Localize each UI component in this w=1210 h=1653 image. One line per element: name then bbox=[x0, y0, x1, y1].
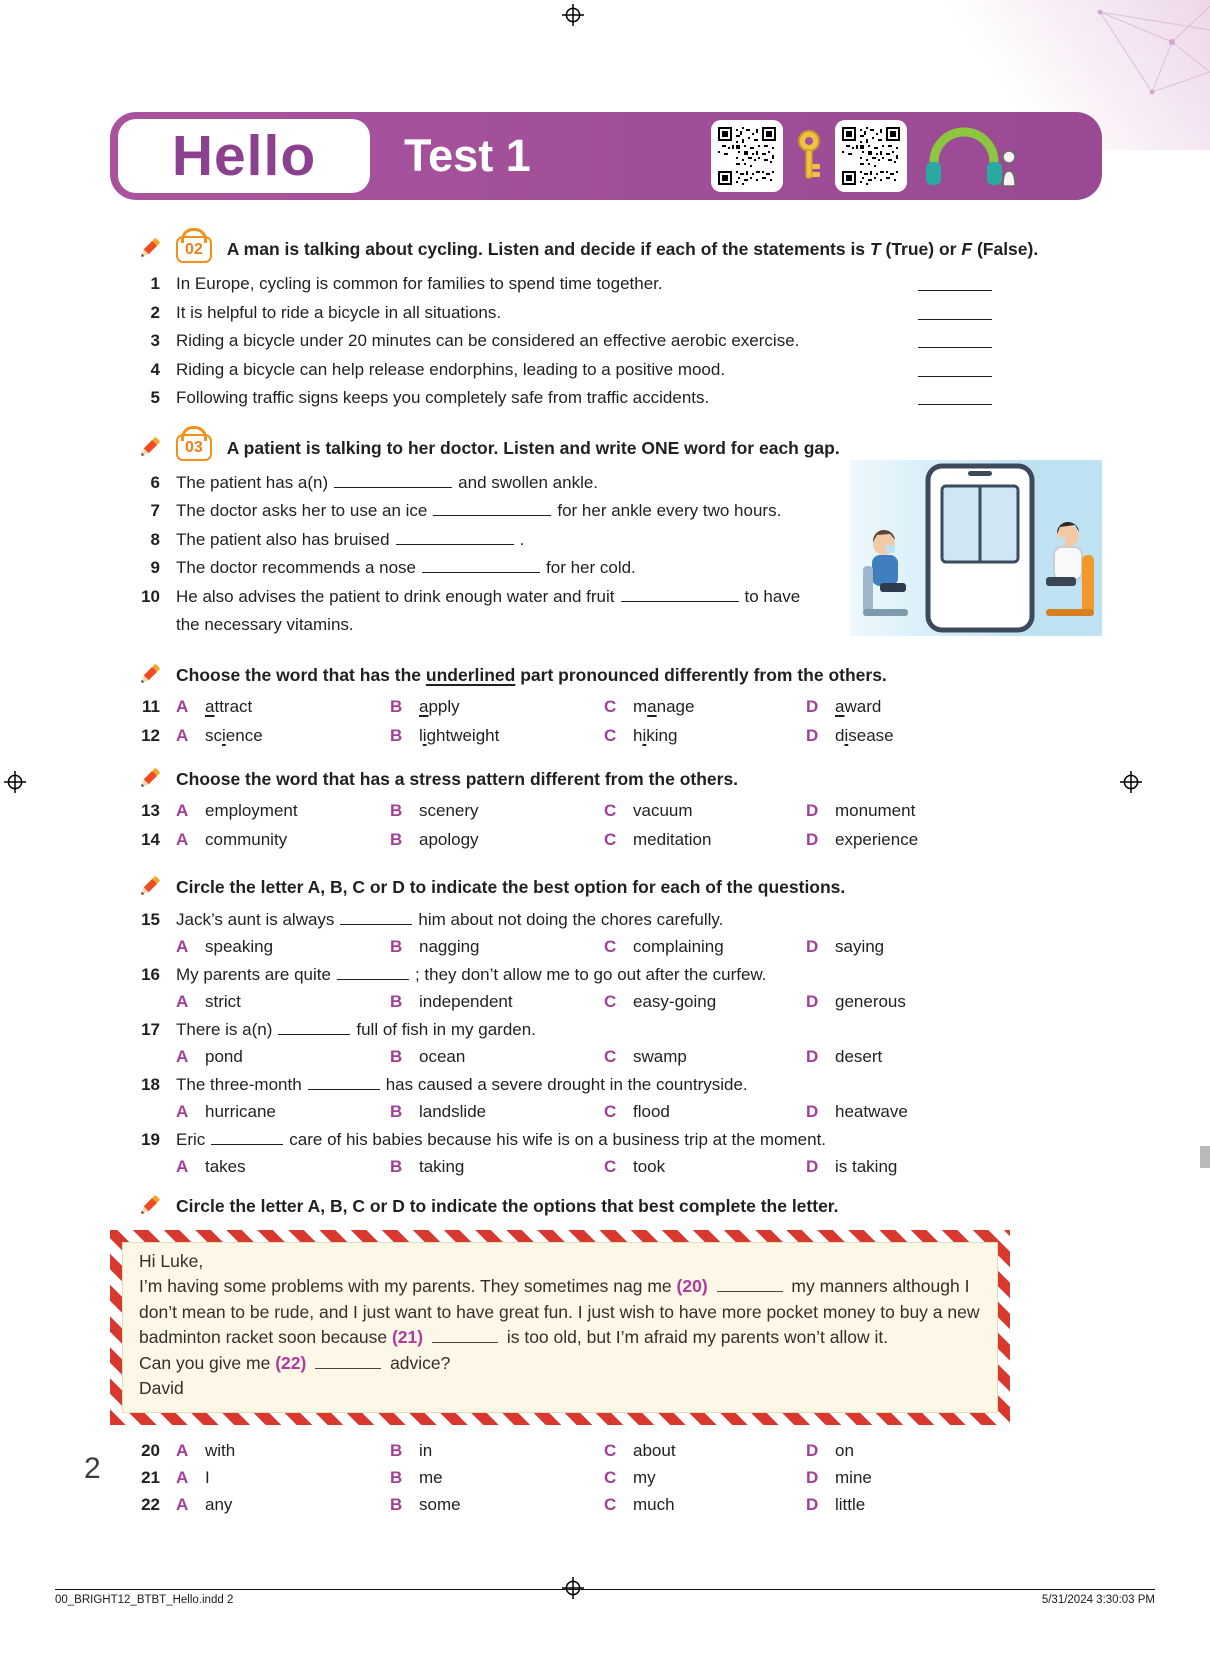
question-text: Riding a bicycle under 20 minutes can be considered an effective aerobic exercise. bbox=[176, 331, 800, 350]
section-2-heading bbox=[110, 433, 1102, 463]
audio-track-badge: 02 bbox=[176, 236, 212, 263]
question-row bbox=[110, 1071, 1102, 1099]
unit-title: Hello bbox=[171, 124, 317, 188]
question-number: 9 bbox=[150, 558, 160, 577]
option-b[interactable]: B independent bbox=[390, 992, 513, 1011]
option-c[interactable]: C easy-going bbox=[604, 992, 717, 1011]
options-row bbox=[110, 1437, 1102, 1464]
section-pronunciation bbox=[110, 660, 1102, 750]
options bbox=[176, 1098, 1102, 1126]
options-row bbox=[110, 796, 1102, 825]
option-c[interactable]: C manage bbox=[604, 696, 695, 716]
option-d[interactable]: D experience bbox=[806, 829, 919, 849]
registration-mark-left bbox=[4, 771, 26, 793]
gap-blank[interactable] bbox=[396, 532, 514, 545]
question-text: The three-month has caused a severe drought in the countryside. bbox=[176, 1074, 748, 1094]
answer-blank[interactable] bbox=[211, 1132, 283, 1145]
option-a[interactable]: A hurricane bbox=[176, 1102, 276, 1121]
gap-row-continuation bbox=[110, 611, 850, 640]
options-row bbox=[110, 1464, 1102, 1491]
option-d[interactable]: D desert bbox=[806, 1047, 883, 1066]
tf-row bbox=[110, 384, 992, 413]
question-text: Riding a bicycle can help release endorphins, leading to a positive mood. bbox=[176, 359, 726, 379]
question-text: He also advises the patient to drink enough water and fruit to have bbox=[176, 586, 801, 606]
options-row bbox=[110, 825, 1102, 854]
question-text: Jack’s aunt is always him about not doing the chores carefully. bbox=[176, 909, 724, 929]
gap-21-blank[interactable] bbox=[432, 1331, 498, 1343]
option-a[interactable]: A strict bbox=[176, 992, 241, 1011]
option-a[interactable]: A attract bbox=[176, 696, 253, 716]
gap-row bbox=[110, 469, 850, 498]
section-instruction: A patient is talking to her doctor. Listen and write ONE word for each gap. bbox=[226, 437, 840, 458]
section-best-option bbox=[110, 872, 1102, 1181]
registration-mark-right bbox=[1120, 771, 1142, 793]
letter-greeting: Hi Luke, bbox=[139, 1250, 204, 1271]
option-a[interactable]: A science bbox=[176, 725, 263, 745]
answer-blank[interactable] bbox=[918, 334, 992, 348]
worksheet-page bbox=[110, 112, 1102, 1518]
options-row bbox=[110, 692, 1102, 721]
section-instruction: Circle the letter A, B, C or D to indicate the options that best complete the letter. bbox=[176, 1195, 839, 1216]
question-number: 5 bbox=[150, 388, 160, 407]
answer-blank[interactable] bbox=[918, 363, 992, 377]
headphones-icon bbox=[920, 124, 1016, 188]
pronunciation-items bbox=[110, 692, 1102, 750]
key-icon bbox=[796, 129, 822, 183]
gap-21-label: (21) bbox=[391, 1327, 424, 1347]
option-b[interactable]: B nagging bbox=[390, 937, 480, 956]
question-text: Eric care of his babies because his wife is on a business trip at the moment. bbox=[176, 1129, 827, 1149]
option-b[interactable]: B scenery bbox=[390, 800, 479, 820]
answer-blank[interactable] bbox=[340, 912, 412, 925]
options-row bbox=[110, 721, 1102, 750]
letter-option-items bbox=[110, 1437, 1102, 1518]
option-b[interactable]: B taking bbox=[390, 1157, 465, 1176]
question-number: 8 bbox=[150, 529, 160, 549]
question-number: 16 bbox=[141, 964, 160, 984]
options-row bbox=[110, 988, 1102, 1016]
option-c[interactable]: C meditation bbox=[604, 829, 712, 849]
question-number: 10 bbox=[141, 586, 160, 606]
options-row bbox=[110, 1153, 1102, 1181]
gap-20-label: (20) bbox=[676, 1276, 708, 1296]
option-c[interactable]: C complaining bbox=[604, 937, 724, 956]
question-text: There is a(n) full of fish in my garden. bbox=[176, 1019, 536, 1039]
answer-blank[interactable] bbox=[918, 277, 992, 291]
audio-track-badge: 03 bbox=[176, 434, 212, 461]
answer-blank[interactable] bbox=[337, 967, 409, 980]
option-d[interactable]: D mine bbox=[806, 1467, 872, 1487]
option-b[interactable]: B me bbox=[390, 1467, 443, 1487]
question-number: 7 bbox=[150, 501, 160, 520]
tf-row bbox=[110, 327, 992, 356]
gap-blank[interactable] bbox=[621, 589, 739, 602]
gap-fill-items bbox=[110, 469, 1102, 640]
options bbox=[176, 796, 1102, 825]
section-listening-true-false bbox=[110, 234, 1102, 413]
question-text: In Europe, cycling is common for families to spend time together. bbox=[176, 274, 663, 293]
option-a[interactable]: A I bbox=[176, 1467, 210, 1487]
gap-blank[interactable] bbox=[422, 560, 540, 573]
option-d[interactable]: D little bbox=[806, 1494, 866, 1514]
answer-blank[interactable] bbox=[918, 306, 992, 320]
option-a[interactable]: A any bbox=[176, 1494, 233, 1514]
question-number: 17 bbox=[141, 1019, 160, 1039]
qr-code-2 bbox=[835, 120, 907, 192]
options bbox=[176, 721, 1102, 750]
options bbox=[176, 692, 1102, 721]
question-text: The patient has a(n) and swollen ankle. bbox=[176, 472, 599, 492]
option-b[interactable]: B apply bbox=[390, 696, 460, 716]
option-d[interactable]: D monument bbox=[806, 800, 916, 820]
section-4-heading bbox=[110, 764, 1102, 794]
section-stress-pattern bbox=[110, 764, 1102, 854]
pencil-icon bbox=[134, 1191, 164, 1221]
question-text: The patient also has bruised . bbox=[176, 529, 525, 549]
question-text: Following traffic signs keeps you completely safe from traffic accidents. bbox=[176, 388, 710, 407]
options-row bbox=[110, 1043, 1102, 1071]
option-d[interactable]: D generous bbox=[806, 992, 906, 1011]
option-b[interactable]: B in bbox=[390, 1440, 433, 1460]
section-instruction: Circle the letter A, B, C or D to indicate the best option for each of the questions. bbox=[176, 876, 846, 897]
question-number: 4 bbox=[150, 359, 160, 379]
option-a[interactable]: A with bbox=[176, 1440, 236, 1460]
letter-box bbox=[110, 1230, 1010, 1425]
section-listening-gap-fill bbox=[110, 433, 1102, 640]
page-number: 2 bbox=[84, 1452, 101, 1485]
section-5-heading bbox=[110, 872, 1102, 902]
option-b[interactable]: B some bbox=[390, 1494, 461, 1514]
question-number: 6 bbox=[150, 472, 160, 492]
answer-blank[interactable] bbox=[278, 1022, 350, 1035]
option-d[interactable]: D heatwave bbox=[806, 1102, 908, 1121]
pencil-icon bbox=[134, 872, 164, 902]
option-a[interactable]: A pond bbox=[176, 1047, 243, 1066]
options bbox=[176, 1464, 1102, 1491]
question-row bbox=[110, 906, 1102, 934]
gap-22-label: (22) bbox=[275, 1352, 307, 1373]
header-icons bbox=[711, 120, 1016, 192]
option-c[interactable]: C took bbox=[604, 1157, 666, 1176]
doctor-patient-illustration bbox=[850, 460, 1102, 636]
option-d[interactable]: D award bbox=[806, 696, 882, 716]
section-3-heading bbox=[110, 660, 1102, 690]
gap-row bbox=[110, 583, 850, 612]
section-instruction: Choose the word that has the underlined part pronounced differently from the others. bbox=[176, 664, 887, 685]
footer-filename: 00_BRIGHT12_BTBT_Hello.indd 2 bbox=[55, 1594, 234, 1606]
question-number: 15 bbox=[141, 909, 160, 929]
option-a[interactable]: A community bbox=[176, 829, 288, 849]
options-row bbox=[110, 933, 1102, 961]
question-number: 19 bbox=[141, 1129, 160, 1149]
pencil-icon bbox=[134, 660, 164, 690]
options bbox=[176, 825, 1102, 854]
option-d[interactable]: D is taking bbox=[806, 1157, 898, 1176]
options-row bbox=[110, 1491, 1102, 1518]
option-c[interactable]: C hiking bbox=[604, 725, 678, 745]
option-c[interactable]: C about bbox=[604, 1440, 676, 1460]
option-c[interactable]: C flood bbox=[604, 1102, 670, 1121]
letter-signature: David bbox=[139, 1378, 184, 1398]
tf-row bbox=[110, 356, 992, 385]
option-c[interactable]: C vacuum bbox=[604, 800, 693, 820]
answer-blank[interactable] bbox=[308, 1077, 380, 1090]
print-footer bbox=[55, 1589, 1155, 1606]
options bbox=[176, 1437, 1102, 1464]
gap-row bbox=[110, 497, 850, 526]
section-letter-completion bbox=[110, 1191, 1102, 1518]
unit-title-box bbox=[118, 119, 370, 193]
option-d[interactable]: D on bbox=[806, 1440, 854, 1460]
question-number: 2 bbox=[150, 302, 160, 322]
option-a[interactable]: A employment bbox=[176, 800, 298, 820]
option-c[interactable]: C much bbox=[604, 1494, 675, 1514]
section-6-heading bbox=[110, 1191, 1102, 1221]
option-d[interactable]: D saying bbox=[806, 937, 885, 956]
option-b[interactable]: B lightweight bbox=[390, 725, 500, 745]
question-number: 13 bbox=[141, 800, 160, 820]
header-banner bbox=[110, 112, 1102, 200]
question-number: 3 bbox=[150, 331, 160, 350]
question-row bbox=[110, 961, 1102, 989]
gap-22-blank[interactable] bbox=[315, 1357, 381, 1369]
question-number: 20 bbox=[141, 1440, 160, 1460]
options bbox=[176, 1043, 1102, 1071]
question-text: The doctor recommends a nose for her cold. bbox=[176, 558, 636, 577]
question-number: 11 bbox=[142, 696, 160, 716]
options bbox=[176, 1491, 1102, 1518]
gap-row bbox=[110, 526, 850, 555]
question-number: 12 bbox=[141, 725, 160, 745]
answer-blank[interactable] bbox=[918, 391, 992, 405]
letter-paragraph: I’m having some problems with my parents. They sometimes nag me (20) my manners although I don’t mean to be rude, and I just want to have great fun. I just wish to have more pocket money to buy a new badminton racket soon because (21) is too old, but I’m afraid my parents won’t allow it. bbox=[139, 1276, 980, 1347]
section-1-heading bbox=[110, 234, 1102, 264]
question-number: 21 bbox=[141, 1467, 160, 1487]
pencil-icon bbox=[134, 234, 164, 264]
option-b[interactable]: B ocean bbox=[390, 1047, 466, 1066]
qr-code-1 bbox=[711, 120, 783, 192]
question-number: 1 bbox=[150, 274, 160, 293]
letter-body bbox=[122, 1242, 998, 1413]
test-title: Test 1 bbox=[404, 130, 531, 181]
section-instruction: A man is talking about cycling. Listen and decide if each of the statements is T (True) or F (False). bbox=[226, 239, 1039, 259]
options bbox=[176, 933, 1102, 961]
true-false-items bbox=[110, 270, 992, 413]
option-b[interactable]: B landslide bbox=[390, 1102, 487, 1121]
stress-items bbox=[110, 796, 1102, 854]
options-row bbox=[110, 1098, 1102, 1126]
options bbox=[176, 988, 1102, 1016]
question-number: 14 bbox=[141, 829, 160, 849]
pencil-icon bbox=[134, 433, 164, 463]
print-calibration-tab bbox=[1200, 1146, 1210, 1168]
question-text: My parents are quite ; they don’t allow me to go out after the curfew. bbox=[176, 964, 767, 984]
tf-row bbox=[110, 299, 992, 328]
gap-20-blank[interactable] bbox=[717, 1280, 783, 1292]
letter-question: Can you give me (22) advice? bbox=[139, 1352, 451, 1373]
option-a[interactable]: A speaking bbox=[176, 937, 274, 956]
section-instruction: Choose the word that has a stress pattern different from the others. bbox=[176, 768, 739, 789]
options bbox=[176, 1153, 1102, 1181]
option-a[interactable]: A takes bbox=[176, 1157, 246, 1176]
gap-row bbox=[110, 554, 850, 583]
question-row bbox=[110, 1126, 1102, 1154]
registration-mark-top bbox=[562, 4, 584, 26]
question-text: It is helpful to ride a bicycle in all situations. bbox=[176, 302, 502, 322]
question-text: the necessary vitamins. bbox=[176, 615, 354, 634]
pencil-icon bbox=[134, 764, 164, 794]
gap-blank[interactable] bbox=[334, 475, 452, 488]
option-d[interactable]: D disease bbox=[806, 725, 894, 745]
question-row bbox=[110, 1016, 1102, 1044]
question-number: 18 bbox=[141, 1074, 160, 1094]
question-number: 22 bbox=[141, 1494, 160, 1514]
gap-blank[interactable] bbox=[433, 503, 551, 516]
option-c[interactable]: C my bbox=[604, 1467, 656, 1487]
option-c[interactable]: C swamp bbox=[604, 1047, 687, 1066]
tf-row bbox=[110, 270, 992, 299]
option-b[interactable]: B apology bbox=[390, 829, 479, 849]
question-text: The doctor asks her to use an ice for her ankle every two hours. bbox=[176, 501, 782, 520]
mcq-items bbox=[110, 906, 1102, 1181]
footer-timestamp: 5/31/2024 3:30:03 PM bbox=[1041, 1594, 1155, 1606]
